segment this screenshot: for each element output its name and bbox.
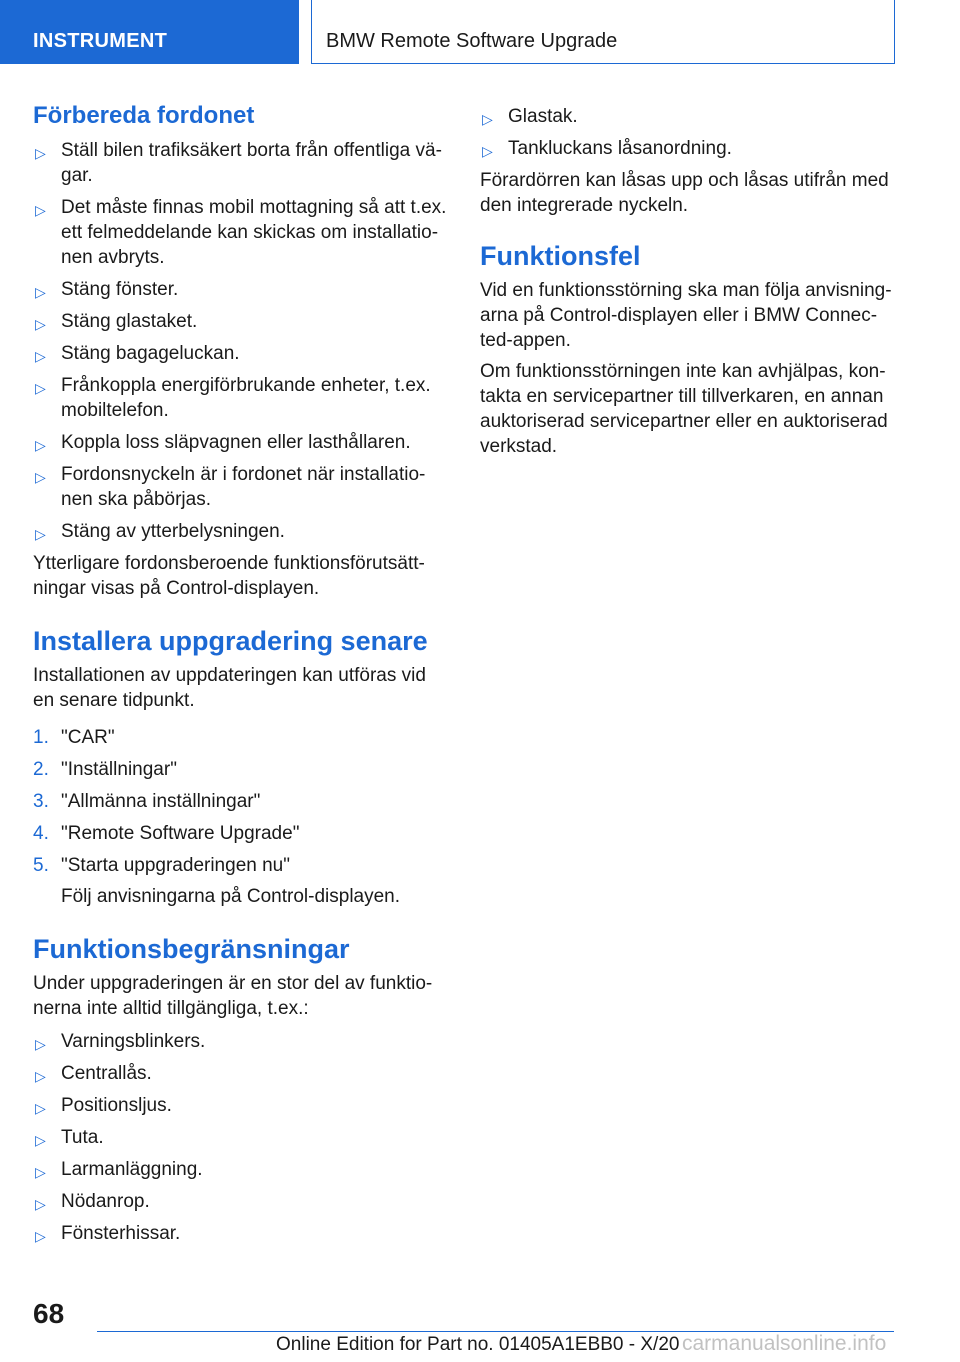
list-item: ▷ Glastak. xyxy=(480,104,892,129)
header-section-tab xyxy=(0,0,299,64)
malfunction-paragraph-2: Om funktionsstörningen inte kan avhjälpas, kon-takta en servicepartner till tillverkaren, en annan auktoriserad servicepartner eller en auktoriserad verkstad. xyxy=(480,361,888,457)
step-item: 4. "Remote Software Upgrade" xyxy=(33,823,300,844)
list-item: ▷ Frånkoppla energiförbrukande enheter, t.ex. mobiltelefon. xyxy=(35,375,431,421)
left-column xyxy=(33,100,449,1253)
function-limits-list xyxy=(33,1029,449,1246)
list-item: ▷ Det måste finnas mobil mottagning så att t.ex. ett felmeddelande kan skickas om installatio-nen avbryts. xyxy=(35,197,447,268)
step-item: 5. "Starta uppgraderingen nu" xyxy=(33,855,290,876)
right-column xyxy=(480,104,892,465)
list-item: ▷ Positionsljus. xyxy=(33,1093,449,1118)
heading-function-limits: Funktionsbegränsningar xyxy=(33,934,350,964)
door-note: Förardörren kan låsas upp och låsas utifrån med den integrerade nyckeln. xyxy=(480,170,889,216)
heading-prepare-vehicle: Förbereda fordonet xyxy=(33,102,255,129)
triangle-bullet-icon: ▷ xyxy=(35,1036,46,1052)
function-limits-intro: Under uppgraderingen är en stor del av funktio-nerna inte alltid tillgängliga, t.ex.: xyxy=(33,973,433,1019)
triangle-bullet-icon: ▷ xyxy=(35,380,46,396)
malfunction-paragraph-1: Vid en funktionsstörning ska man följa anvisning-arna på Control-displayen eller i BMW Connec-ted-appen. xyxy=(480,280,892,351)
triangle-bullet-icon: ▷ xyxy=(35,526,46,542)
heading-install-later: Installera uppgradering senare xyxy=(33,626,428,656)
header-title-box xyxy=(311,0,895,64)
page-number: 68 xyxy=(33,1298,65,1329)
step-item: 1. "CAR" xyxy=(33,727,115,748)
header-title: BMW Remote Software Upgrade xyxy=(326,30,618,52)
list-item: ▷ Fönsterhissar. xyxy=(33,1221,449,1246)
function-limits-list-cont xyxy=(480,104,892,161)
list-item: ▷ Ställ bilen trafiksäkert borta från offentliga vä-gar. xyxy=(35,140,442,186)
triangle-bullet-icon: ▷ xyxy=(482,111,493,127)
list-item: ▷ Larmanläggning. xyxy=(33,1157,449,1182)
install-later-steps xyxy=(33,725,449,878)
watermark: carmanualsonline.info xyxy=(682,1332,887,1355)
install-later-follow: Följ anvisningarna på Control-displayen. xyxy=(61,886,401,907)
triangle-bullet-icon: ▷ xyxy=(35,1164,46,1180)
list-item: ▷ Centrallås. xyxy=(33,1061,449,1086)
triangle-bullet-icon: ▷ xyxy=(35,469,46,485)
triangle-bullet-icon: ▷ xyxy=(35,348,46,364)
header-section-label: INSTRUMENT xyxy=(33,30,168,52)
list-item: ▷ Stäng fönster. xyxy=(33,277,449,302)
list-item: ▷ Varningsblinkers. xyxy=(33,1029,449,1054)
list-item: ▷ Fordonsnyckeln är i fordonet när installatio-nen ska påbörjas. xyxy=(35,464,426,510)
triangle-bullet-icon: ▷ xyxy=(35,145,46,161)
list-item: ▷ Koppla loss släpvagnen eller lasthållaren. xyxy=(33,430,449,455)
footer-edition: Online Edition for Part no. 01405A1EBB0 - X/20 xyxy=(276,1334,680,1355)
list-item: ▷ Stäng glastaket. xyxy=(33,309,449,334)
heading-malfunction: Funktionsfel xyxy=(480,241,641,271)
prepare-note: Ytterligare fordonsberoende funktionsförutsätt-ningar visas på Control-displayen. xyxy=(33,553,425,599)
install-later-intro: Installationen av uppdateringen kan utföras vid en senare tidpunkt. xyxy=(33,665,426,711)
triangle-bullet-icon: ▷ xyxy=(35,1068,46,1084)
triangle-bullet-icon: ▷ xyxy=(35,316,46,332)
list-item: ▷ Nödanrop. xyxy=(33,1189,449,1214)
triangle-bullet-icon: ▷ xyxy=(35,437,46,453)
step-item: 3. "Allmänna inställningar" xyxy=(33,791,261,812)
step-item: 2. "Inställningar" xyxy=(33,759,177,780)
list-item: ▷ Tuta. xyxy=(33,1125,449,1150)
triangle-bullet-icon: ▷ xyxy=(35,1132,46,1148)
list-item: ▷ Tankluckans låsanordning. xyxy=(480,136,892,161)
triangle-bullet-icon: ▷ xyxy=(482,143,493,159)
triangle-bullet-icon: ▷ xyxy=(35,284,46,300)
list-item: ▷ Stäng av ytterbelysningen. xyxy=(33,519,449,544)
triangle-bullet-icon: ▷ xyxy=(35,1100,46,1116)
triangle-bullet-icon: ▷ xyxy=(35,1196,46,1212)
triangle-bullet-icon: ▷ xyxy=(35,1228,46,1244)
prepare-list xyxy=(33,138,449,544)
list-item: ▷ Stäng bagageluckan. xyxy=(33,341,449,366)
triangle-bullet-icon: ▷ xyxy=(35,202,46,218)
